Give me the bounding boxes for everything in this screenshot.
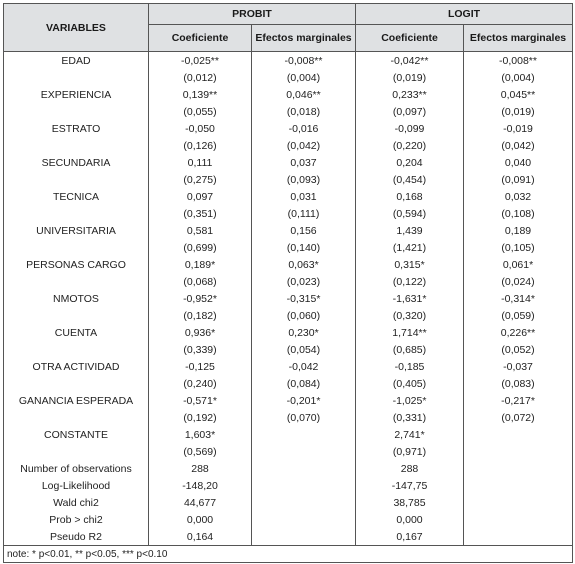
probit-group-header: PROBIT [149, 4, 356, 25]
std-error-cell [149, 443, 252, 460]
coefficient-cell [356, 86, 464, 103]
coefficient-cell [252, 86, 356, 103]
coefficient-value: -0,050 [185, 122, 215, 135]
probit-stat-value: -148,20 [182, 479, 218, 492]
empty-cell [252, 528, 356, 546]
coefficient-cell [252, 120, 356, 137]
std-error-value: (0,019) [392, 71, 427, 84]
coefficient-cell [252, 290, 356, 307]
std-error-cell [464, 103, 573, 120]
coefficient-value: -0,042** [390, 54, 429, 67]
probit-stat-value: 44,677 [183, 496, 217, 509]
std-error-cell [149, 409, 252, 426]
coefficient-value: 2,741* [394, 428, 425, 441]
coefficient-value: 0,061* [502, 258, 534, 271]
coefficient-cell [356, 120, 464, 137]
coefficient-value: 0,046** [286, 88, 321, 101]
table-row [4, 290, 573, 307]
coefficient-value: -0,016 [288, 122, 319, 135]
coefficient-cell [356, 324, 464, 341]
std-error-cell [252, 171, 356, 188]
variable-name: EDAD [4, 52, 149, 70]
logit-stat-cell [356, 494, 464, 511]
empty-cell [4, 443, 149, 460]
std-error-cell [356, 205, 464, 222]
coefficient-value: 0,189* [184, 258, 216, 271]
table-row [4, 171, 573, 188]
std-error-value: (0,084) [286, 377, 321, 390]
coefficient-cell [356, 426, 464, 443]
coefficient-cell [464, 188, 573, 205]
coefficient-value: 0,936* [184, 326, 216, 339]
table-row [4, 222, 573, 239]
std-error-value: (0,108) [501, 207, 535, 220]
std-error-cell [356, 375, 464, 392]
probit-stat-value: 288 [191, 462, 209, 475]
std-error-value: (0,594) [392, 207, 427, 220]
coefficient-value: -0,217* [501, 394, 535, 407]
std-error-value: (0,019) [501, 105, 535, 118]
coefficient-value: 0,032 [504, 190, 532, 203]
variable-name: CUENTA [4, 324, 149, 341]
logit-stat-value: 38,785 [393, 496, 426, 509]
std-error-cell [464, 409, 573, 426]
std-error-cell [149, 205, 252, 222]
std-error-cell [464, 171, 573, 188]
coefficient-cell [464, 256, 573, 273]
coefficient-value: 1,603* [184, 428, 216, 441]
std-error-cell [356, 137, 464, 154]
std-error-cell [252, 273, 356, 290]
std-error-value: (0,331) [392, 411, 427, 424]
std-error-value: (0,569) [183, 445, 217, 458]
logit-stat-cell [356, 477, 464, 494]
coefficient-value: -0,201* [286, 394, 321, 407]
variable-name: CONSTANTE [4, 426, 149, 443]
probit-marginal-header: Efectos marginales [252, 25, 356, 52]
coefficient-cell [356, 154, 464, 171]
std-error-value: (0,052) [501, 343, 535, 356]
probit-stat-cell [149, 528, 252, 546]
std-error-cell [149, 171, 252, 188]
coefficient-cell [149, 358, 252, 375]
coefficient-cell [464, 52, 573, 70]
coefficient-cell [356, 256, 464, 273]
coefficient-value: -0,099 [394, 122, 425, 135]
coefficient-cell [464, 222, 573, 239]
coefficient-cell [252, 222, 356, 239]
coefficient-cell [149, 188, 252, 205]
std-error-value: (0,220) [392, 139, 427, 152]
std-error-cell [356, 103, 464, 120]
coefficient-value: 0,045** [500, 88, 536, 101]
std-error-value: (0,182) [183, 309, 217, 322]
empty-cell [252, 494, 356, 511]
std-error-value: (0,140) [286, 241, 321, 254]
coefficient-cell [252, 392, 356, 409]
variables-header: VARIABLES [4, 4, 149, 52]
std-error-cell [252, 205, 356, 222]
coefficient-value: -0,025** [181, 54, 219, 67]
coefficient-value: 0,233** [392, 88, 427, 101]
table-row [4, 256, 573, 273]
std-error-cell [356, 273, 464, 290]
variable-name: UNIVERSITARIA [4, 222, 149, 239]
table-row [4, 273, 573, 290]
empty-cell [4, 103, 149, 120]
coefficient-value: -0,314* [501, 292, 535, 305]
table-header [4, 4, 573, 52]
coefficient-cell [149, 392, 252, 409]
variable-name: ESTRATO [4, 120, 149, 137]
std-error-value: (0,024) [501, 275, 535, 288]
logit-stat-cell [356, 511, 464, 528]
std-error-cell [252, 137, 356, 154]
coefficient-cell [356, 358, 464, 375]
coefficient-value: -0,008** [499, 54, 537, 67]
std-error-value: (0,192) [183, 411, 217, 424]
coefficient-cell [252, 52, 356, 70]
table-row [4, 205, 573, 222]
std-error-value: (0,405) [392, 377, 427, 390]
std-error-value: (0,275) [183, 173, 217, 186]
std-error-cell [356, 341, 464, 358]
coefficient-value: -0,037 [503, 360, 533, 373]
coefficient-cell [252, 154, 356, 171]
coefficient-value: -0,042 [288, 360, 319, 373]
std-error-value: (0,054) [286, 343, 321, 356]
coefficient-value: -0,125 [185, 360, 215, 373]
empty-cell [4, 307, 149, 324]
variable-name: NMOTOS [4, 290, 149, 307]
coefficient-cell [149, 222, 252, 239]
empty-cell [4, 205, 149, 222]
stat-name: Pseudo R2 [4, 528, 149, 546]
coefficient-cell [464, 290, 573, 307]
std-error-cell [252, 375, 356, 392]
coefficient-cell [356, 290, 464, 307]
table-row [4, 324, 573, 341]
empty-cell [4, 171, 149, 188]
logit-coef-header: Coeficiente [356, 25, 464, 52]
coefficient-value: 1,714** [392, 326, 427, 339]
coefficient-cell [149, 154, 252, 171]
std-error-value: (1,421) [392, 241, 427, 254]
coefficient-cell [252, 426, 356, 443]
variable-name: TECNICA [4, 188, 149, 205]
std-error-cell [149, 137, 252, 154]
empty-cell [464, 511, 573, 528]
std-error-value: (0,059) [501, 309, 535, 322]
empty-cell [4, 375, 149, 392]
probit-stat-cell [149, 511, 252, 528]
std-error-value: (0,699) [183, 241, 217, 254]
variable-name: GANANCIA ESPERADA [4, 392, 149, 409]
coefficient-value: 0,156 [290, 224, 317, 237]
empty-cell [4, 341, 149, 358]
coefficient-value: 0,063* [288, 258, 319, 271]
stat-name: Log-Likelihood [4, 477, 149, 494]
std-error-value: (0,068) [183, 275, 217, 288]
probit-stat-value: 0,000 [186, 513, 214, 526]
table-row [4, 86, 573, 103]
empty-cell [464, 494, 573, 511]
coefficient-value: -0,019 [503, 122, 533, 135]
std-error-value: (0,320) [392, 309, 427, 322]
std-error-value: (0,126) [183, 139, 217, 152]
table-row [4, 137, 573, 154]
coefficient-cell [464, 392, 573, 409]
variable-name: SECUNDARIA [4, 154, 149, 171]
coefficient-value: -0,315* [286, 292, 321, 305]
std-error-cell [464, 341, 573, 358]
std-error-cell [252, 103, 356, 120]
std-error-cell [356, 409, 464, 426]
coefficient-cell [464, 426, 573, 443]
table-row [4, 341, 573, 358]
std-error-cell [252, 239, 356, 256]
coefficient-cell [252, 188, 356, 205]
table-row [4, 426, 573, 443]
probit-stat-cell [149, 477, 252, 494]
std-error-value: (0,004) [501, 71, 535, 84]
coefficient-value: 0,031 [290, 190, 317, 203]
coefficient-value: 0,189 [504, 224, 532, 237]
table-row [4, 375, 573, 392]
empty-cell [252, 511, 356, 528]
std-error-value: (0,070) [286, 411, 321, 424]
std-error-cell [149, 239, 252, 256]
table-row [4, 120, 573, 137]
std-error-cell [252, 341, 356, 358]
std-error-value: (0,685) [392, 343, 427, 356]
coefficient-cell [149, 290, 252, 307]
variable-name: PERSONAS CARGO [4, 256, 149, 273]
table-row [4, 52, 573, 70]
std-error-value: (0,023) [286, 275, 321, 288]
std-error-cell [464, 443, 573, 460]
std-error-cell [252, 443, 356, 460]
std-error-value: (0,339) [183, 343, 217, 356]
logit-stat-value: 0,000 [396, 513, 423, 526]
table-row [4, 358, 573, 375]
stat-row [4, 511, 573, 528]
std-error-cell [464, 375, 573, 392]
coefficient-cell [356, 392, 464, 409]
std-error-value: (0,122) [392, 275, 427, 288]
std-error-value: (0,240) [183, 377, 217, 390]
coefficient-value: -0,008** [284, 54, 323, 67]
table-row [4, 69, 573, 86]
std-error-value: (0,018) [286, 105, 321, 118]
std-error-cell [252, 307, 356, 324]
std-error-value: (0,111) [287, 207, 320, 220]
std-error-cell [149, 273, 252, 290]
std-error-value: (0,060) [286, 309, 321, 322]
logit-stat-value: -147,75 [391, 479, 428, 492]
std-error-cell [149, 69, 252, 86]
std-error-cell [464, 307, 573, 324]
coefficient-value: -1,025* [392, 394, 427, 407]
coefficient-cell [252, 358, 356, 375]
logit-stat-cell [356, 460, 464, 477]
stat-name: Number of observations [4, 460, 149, 477]
table-row [4, 409, 573, 426]
std-error-value: (0,105) [501, 241, 535, 254]
logit-stat-value: 288 [400, 462, 419, 475]
probit-stat-cell [149, 494, 252, 511]
stat-row [4, 528, 573, 546]
coefficient-cell [464, 324, 573, 341]
note-row [4, 546, 573, 563]
std-error-value: (0,097) [392, 105, 427, 118]
stat-row [4, 494, 573, 511]
variable-name: OTRA ACTIVIDAD [4, 358, 149, 375]
empty-cell [252, 477, 356, 494]
empty-cell [4, 273, 149, 290]
logit-marginal-header: Efectos marginales [464, 25, 573, 52]
std-error-value: (0,093) [286, 173, 321, 186]
std-error-cell [464, 137, 573, 154]
std-error-cell [464, 69, 573, 86]
empty-cell [464, 477, 573, 494]
std-error-cell [464, 205, 573, 222]
significance-note: note: * p<0.01, ** p<0.05, *** p<0.10 [4, 546, 573, 563]
logit-group-header: LOGIT [356, 4, 573, 25]
coefficient-value: 0,040 [504, 156, 532, 169]
empty-cell [4, 239, 149, 256]
regression-table [3, 3, 573, 563]
table-row [4, 154, 573, 171]
stat-name: Prob > chi2 [4, 511, 149, 528]
coefficient-value: -1,631* [392, 292, 427, 305]
std-error-value: (0,083) [501, 377, 535, 390]
std-error-value: (0,012) [183, 71, 217, 84]
empty-cell [252, 460, 356, 477]
coefficient-cell [356, 188, 464, 205]
coefficient-value: 0,315* [394, 258, 425, 271]
std-error-value: (0,042) [501, 139, 535, 152]
std-error-value: (0,004) [286, 71, 321, 84]
coefficient-value: 0,111 [187, 156, 213, 169]
empty-cell [4, 137, 149, 154]
coefficient-cell [149, 324, 252, 341]
empty-cell [464, 460, 573, 477]
coefficient-cell [356, 222, 464, 239]
table-row [4, 307, 573, 324]
coefficient-cell [149, 426, 252, 443]
coefficient-cell [464, 154, 573, 171]
logit-stat-value: 0,167 [396, 530, 423, 543]
table-row [4, 239, 573, 256]
variable-name: EXPERIENCIA [4, 86, 149, 103]
std-error-cell [252, 409, 356, 426]
coefficient-value: 0,168 [396, 190, 423, 203]
stat-row [4, 477, 573, 494]
std-error-cell [464, 273, 573, 290]
std-error-value: (0,454) [392, 173, 427, 186]
std-error-cell [356, 307, 464, 324]
coefficient-value: 0,097 [186, 190, 214, 203]
coefficient-value: 0,037 [290, 156, 317, 169]
coefficient-cell [464, 120, 573, 137]
coefficient-value: 1,439 [396, 224, 423, 237]
std-error-cell [356, 443, 464, 460]
std-error-cell [149, 103, 252, 120]
coefficient-value: -0,952* [183, 292, 217, 305]
coefficient-cell [149, 52, 252, 70]
std-error-value: (0,351) [183, 207, 217, 220]
table-row [4, 103, 573, 120]
table-row [4, 443, 573, 460]
std-error-cell [149, 341, 252, 358]
stat-name: Wald chi2 [4, 494, 149, 511]
std-error-cell [149, 307, 252, 324]
coefficient-value: 0,230* [288, 326, 319, 339]
std-error-cell [252, 69, 356, 86]
coefficient-value: 0,204 [396, 156, 423, 169]
empty-cell [4, 409, 149, 426]
table-body [4, 52, 573, 563]
probit-stat-value: 0,164 [186, 530, 214, 543]
stat-row [4, 460, 573, 477]
coefficient-cell [149, 120, 252, 137]
probit-coef-header: Coeficiente [149, 25, 252, 52]
std-error-cell [356, 69, 464, 86]
coefficient-cell [149, 86, 252, 103]
std-error-value: (0,042) [286, 139, 321, 152]
coefficient-value: 0,139** [182, 88, 218, 101]
coefficient-value: -0,185 [394, 360, 425, 373]
std-error-cell [464, 239, 573, 256]
table-row [4, 188, 573, 205]
coefficient-value: 0,581 [186, 224, 214, 237]
table-row [4, 392, 573, 409]
std-error-cell [356, 171, 464, 188]
coefficient-value: -0,571* [183, 394, 217, 407]
coefficient-cell [464, 358, 573, 375]
std-error-cell [149, 375, 252, 392]
std-error-value: (0,072) [501, 411, 535, 424]
coefficient-cell [252, 256, 356, 273]
coefficient-cell [149, 256, 252, 273]
std-error-value: (0,055) [183, 105, 217, 118]
std-error-value: (0,091) [501, 173, 535, 186]
coefficient-value: 0,226** [500, 326, 536, 339]
empty-cell [4, 69, 149, 86]
std-error-value: (0,971) [392, 445, 427, 458]
std-error-cell [356, 239, 464, 256]
coefficient-cell [356, 52, 464, 70]
empty-cell [464, 528, 573, 546]
logit-stat-cell [356, 528, 464, 546]
coefficient-cell [252, 324, 356, 341]
probit-stat-cell [149, 460, 252, 477]
coefficient-cell [464, 86, 573, 103]
